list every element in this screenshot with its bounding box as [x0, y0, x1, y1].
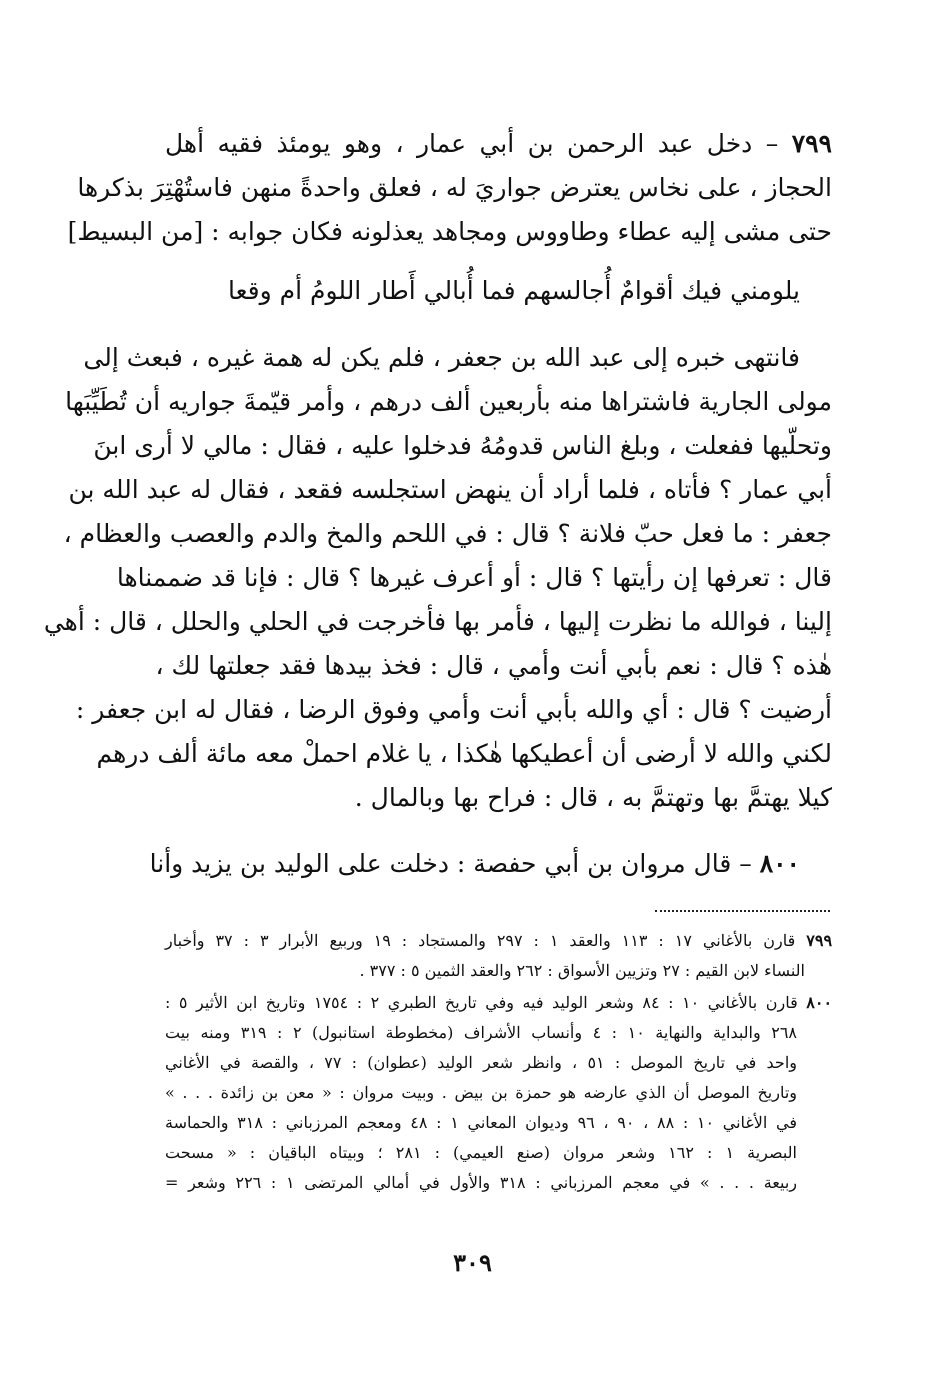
entry-number: ٨٠٠	[759, 849, 800, 878]
entry-799-cont-line-3: وتحلّيها ففعلت ، وبلغ الناس قدومُهُ فدخلوا عليه ، فقال : مالي لا أرى ابنَ	[93, 431, 832, 460]
footnote-800-line-1: ٨٠٠ قارن بالأغاني ١٠ : ٨٤ وشعر الوليد فيه وفي تاريخ الطبري ٢ : ١٧٥٤ وتاريخ ابن الأثير ٥ :	[165, 993, 833, 1012]
entry-799-line-2: الحجاز ، على نخاس يعترض جواريَ له ، فعلق واحدةً منهن فاستُهْتِرَ بذكرها	[77, 173, 832, 202]
entry-799-cont-line-5: جعفر : ما فعل حبّ فلانة ؟ قال : في اللحم والمخ والدم والعصب والعظام ،	[63, 519, 832, 548]
entry-800-line-1: ٨٠٠ – قال مروان بن أبي حفصة : دخلت على الوليد بن يزيد وأنا	[149, 849, 800, 878]
entry-799-cont-line-8: هٰذه ؟ قال : نعم بأبي أنت وأمي ، قال : فخذ بيدها فقد جعلتها لك ،	[155, 651, 832, 680]
footnote-number: ٧٩٩	[806, 931, 833, 950]
page-number: ٣٠٩	[453, 1248, 492, 1277]
entry-799-cont-line-2: مولى الجارية فاشتراها منه بأربعين ألف درهم ، وأمر قيّمةَ جواريه أن تُطَيِّبَها	[65, 387, 832, 416]
entry-799-line-3: حتى مشى إليه عطاء وطاووس ومجاهد يعذلونه فكان جوابه : [من البسيط]	[67, 217, 832, 246]
footnote-799-line-1: ٧٩٩ قارن بالأغاني ١٧ : ١١٣ والعقد ١ : ٢٩٧ والمستجاد : ١٩ وربيع الأبرار ٣ : ٣٧ وأخبار	[165, 931, 833, 950]
entry-799-cont-line-4: أبي عمار ؟ فأتاه ، فلما أراد أن ينهض استجلسه فقعد ، فقال له عبد الله بن	[68, 475, 832, 504]
entry-799-cont-line-9: أرضيت ؟ قال : أي والله بأبي أنت وأمي وفوق الرضا ، فقال له ابن جعفر :	[75, 695, 832, 724]
footnote-799-line-2: النساء لابن القيم : ٢٧ وتزيين الأسواق : ٢٦٢ والعقد الثمين ٥ : ٣٧٧ .	[359, 961, 805, 980]
verse-hemistich-1: يلومني فيك أقوامٌ أُجالسهم	[523, 276, 800, 305]
entry-799-cont-line-1: فانتهى خبره إلى عبد الله بن جعفر ، فلم يكن له همة غيره ، فبعث إلى	[83, 343, 800, 372]
verse-hemistich-2: فما أُبالي أَطار اللومُ أم وقعا	[228, 276, 516, 305]
footnote-number: ٨٠٠	[806, 993, 833, 1012]
entry-799-cont-line-10: لكني والله لا أرضى أن أعطيكها هٰكذا ، يا غلام احملْ معه مائة ألف درهم	[96, 739, 832, 768]
footnote-800-line-5: في الأغاني ١٠ : ٨٨ ، ٩٠ ، ٩٦ وديوان المعاني ١ : ٤٨ ومعجم المرزباني : ٣١٨ والحماسة	[165, 1113, 798, 1132]
footnote-800-line-4: وتاريخ الموصل أن الذي عارضه هو حمزة بن بيض . وبيت مروان : « معن بن زائدة . . . »	[165, 1083, 797, 1102]
entry-799-cont-line-6: قال : تعرفها إن رأيتها ؟ قال : أو أعرف غيرها ؟ قال : فإنا قد ضممناها	[116, 563, 832, 592]
entry-799-cont-line-11: كيلا يهتمَّ بها وتهتمَّ به ، قال : فراح بها وبالمال .	[354, 783, 832, 812]
footnote-800-line-6: البصرية ١ : ١٦٢ وشعر مروان (صنع العيمي) : ٢٨١ ؛ وبيتاه الباقيان : « مسحت	[165, 1143, 798, 1162]
footnote-800-line-3: واحد في تاريخ الموصل : ٥١ ، وانظر شعر الوليد (عطوان) : ٧٧ ، والقصة في الأغاني	[165, 1053, 797, 1072]
entry-number: ٧٩٩	[791, 129, 832, 158]
footnote-800-line-2: ٢٦٨ والبداية والنهاية ١٠ : ٤ وأنساب الأشراف (مخطوطة استانبول) ٢ : ٣١٩ ومنه بيت	[165, 1023, 798, 1042]
footnote-separator	[655, 910, 830, 912]
entry-799-cont-line-7: إلينا ، فوالله ما نظرت إليها ، فأمر بها فأخرجت في الحلي والحلل ، قال : أهي	[43, 607, 832, 636]
entry-799-line-1: ٧٩٩ – دخل عبد الرحمن بن أبي عمار ، وهو يومئذ فقيه أهل	[165, 129, 832, 158]
footnote-800-line-7: ربيعة . . . » في معجم المرزباني : ٣١٨ والأول في أمالي المرتضى ١ : ٢٢٦ وشعر =	[165, 1173, 797, 1192]
